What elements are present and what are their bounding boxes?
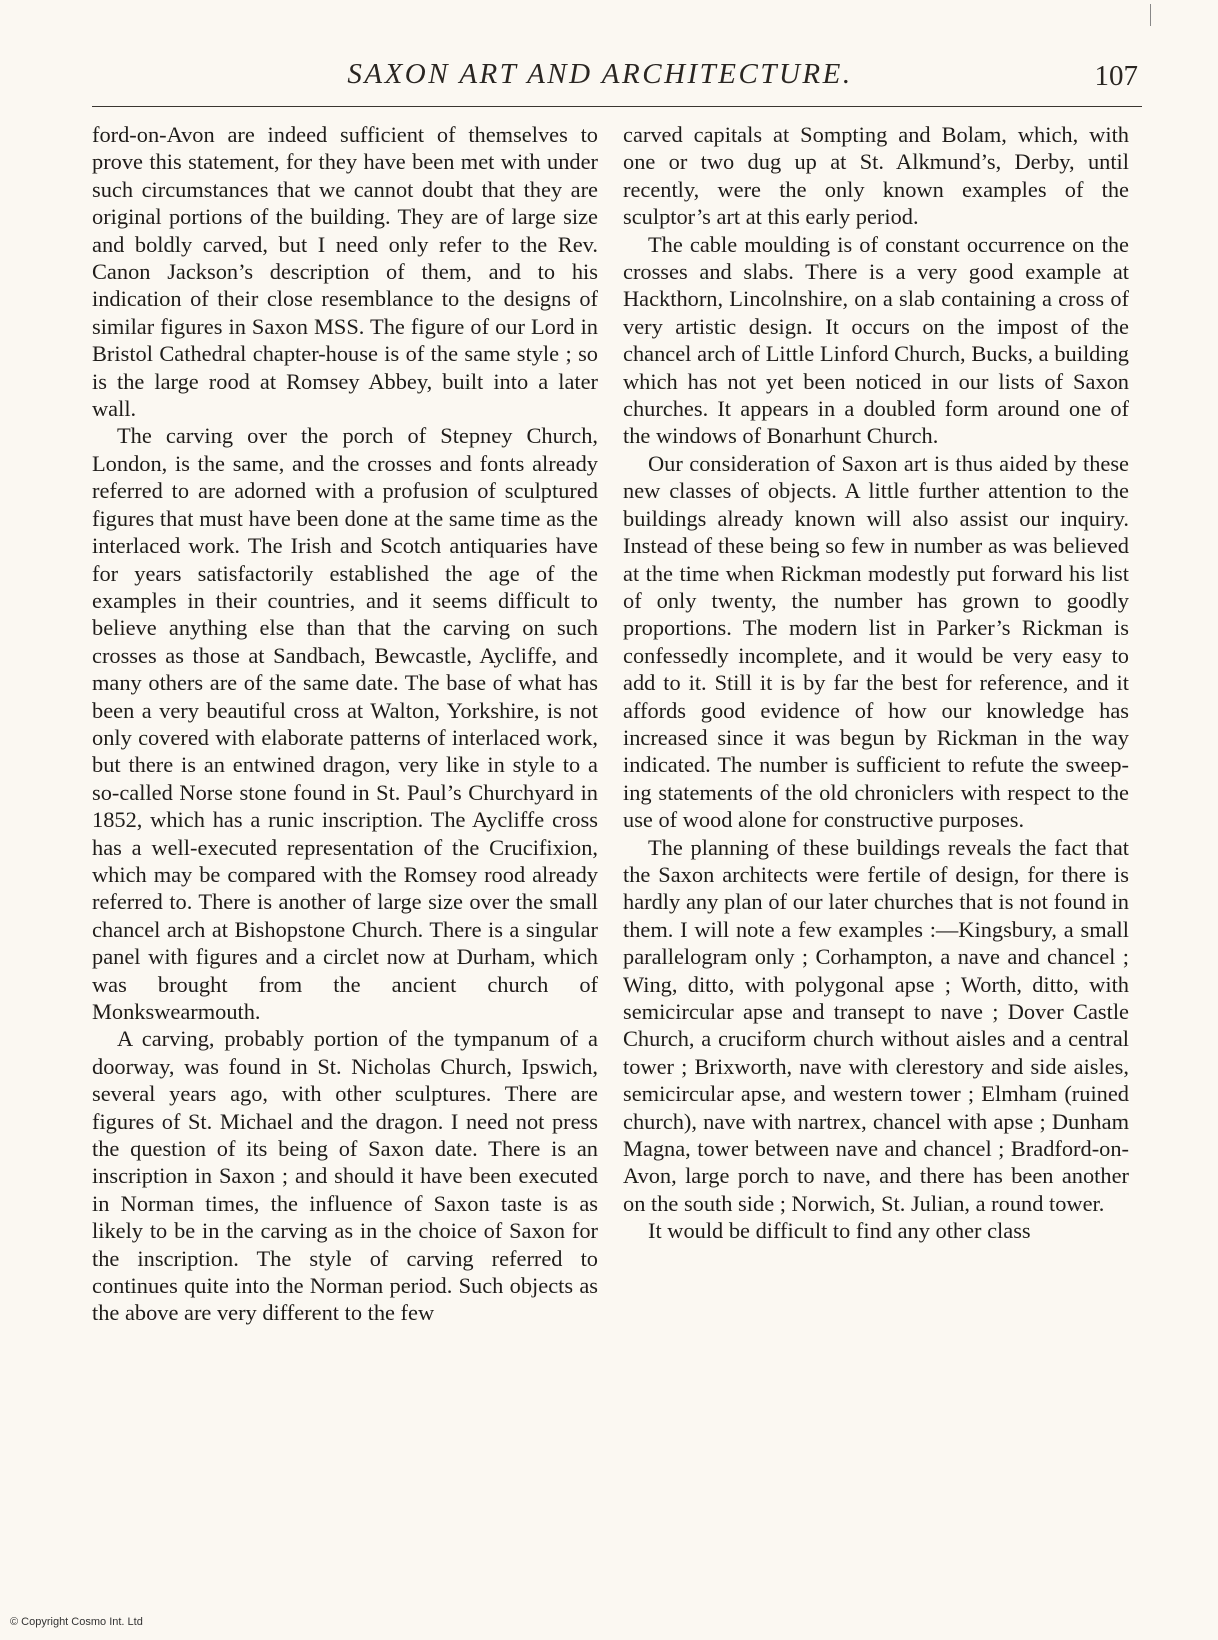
paragraph: A carving, probably portion of the tympanum of a doorway, was found in St. Nicholas Church, Ipswich, several years ago, with other sculptures. There are figures of St. Michael and the dragon. I need not press the question of its being of Saxon date. There is an inscription in Saxon ; and should it have been executed in Norman times, the influence of Saxon taste is as likely to be in the carving as in the choice of Saxon for the inscription. The style of carving referred to continues quite into the Norman period. Such objects as the above are very different to the few	[92, 1026, 598, 1326]
paragraph: The planning of these buildings reveals the fact that the Saxon architects were fertile of design, for there is hardly any plan of our later churches that is not found in them. I will note a few examples :—Kingsbury, a small parallelogram only ; Corhampton, a nave and chancel ; Wing, ditto, with polygonal apse ; Worth, ditto, with semicircular apse and transept to nave ; Dover Castle Church, a cruciform church without aisles and a central tower ; Brixworth, nave with clerestory and side aisles, semicircular apse, and western tower ; Elmham (ruined church), nave with nartrex, chancel with apse ; Dunham Magna, tower between nave and chancel ; Bradford-on-Avon, large porch to nave, and there has been another on the south side ; Norwich, St. Julian, a round tower.	[623, 834, 1129, 1216]
left-column	[92, 121, 598, 1561]
paragraph: It would be difficult to find any other class	[648, 1218, 1031, 1244]
paragraph: Our consideration of Saxon art is thus aided by these new classes of objects. A little further attention to the buildings already known will also assist our inquiry. Instead of these being so few in number as was believed at the time when Rickman modestly put forward his list of only twenty, the number has grown to goodly proportions. The modern list in Parker’s Rickman is confessedly incomplete, and it would be very easy to add to it. Still it is by far the best for reference, and it affords good evidence of how our knowledge has increased since it was begun by Rickman in the way indicated. The number is sufficient to refute the sweeping statements of the old chroniclers with respect to the use of wood alone for constructive purposes.	[623, 450, 1129, 833]
copyright-notice: © Copyright Cosmo Int. Ltd	[10, 1616, 143, 1628]
header-rule	[92, 106, 1142, 107]
paragraph: The cable moulding is of constant occurrence on the crosses and slabs. There is a very good example at Hackthorn, Lincolnshire, on a slab containing a cross of very artistic design. It occurs on the impost of the chancel arch of Little Linford Church, Bucks, a building which has not yet been noticed in our lists of Saxon churches. It appears in a doubled form around one of the windows of Bonarhunt Church.	[623, 231, 1129, 449]
page-number: 107	[1094, 60, 1138, 92]
paragraph: carved capitals at Sompting and Bolam, which, with one or two dug up at St. Alkmund’s, Derby, until recently, were the only known examples of the sculptor’s art at this early period.	[623, 122, 1129, 230]
running-title: SAXON ART AND ARCHITECTURE.	[347, 58, 853, 90]
paragraph: The carving over the porch of Stepney Church, London, is the same, and the crosses and fonts already referred to are adorned with a profusion of sculptured figures that must have been done at the same time as the interlaced work. The Irish and Scotch antiquaries have for years satisfactorily established the age of the examples in their countries, and it seems difficult to believe anything else than that the carving on such crosses as those at Sandbach, Bewcastle, Aycliffe, and many others are of the same date. The base of what has been a very beautiful cross at Walton, Yorkshire, is not only covered with elaborate patterns of interlaced work, but there is an entwined dragon, very like in style to a so-called Norse stone found in St. Paul’s Churchyard in 1852, which has a runic inscription. The Aycliffe cross has a well-executed representation of the Crucifixion, which may be compared with the Romsey rood already referred to. There is another of large size over the small chancel arch at Bishopstone Church. There is a singular panel with figures and a circlet now at Durham, which was brought from the ancient church of Monkswearmouth.	[92, 423, 598, 1024]
paragraph: ford-on-Avon are indeed sufficient of themselves to prove this statement, for they have been met with under such circumstances that we cannot doubt that they are original portions of the building. They are of large size and boldly carved, but I need only refer to the Rev. Canon Jackson’s description of them, and to his indication of their close resemblance to the designs of similar figures in Saxon MSS. The figure of our Lord in Bristol Cathedral chapter-house is of the same style ; so is the large rood at Romsey Abbey, built into a later wall.	[92, 122, 598, 422]
right-column	[623, 121, 1129, 1561]
scan-mark	[1150, 4, 1151, 26]
